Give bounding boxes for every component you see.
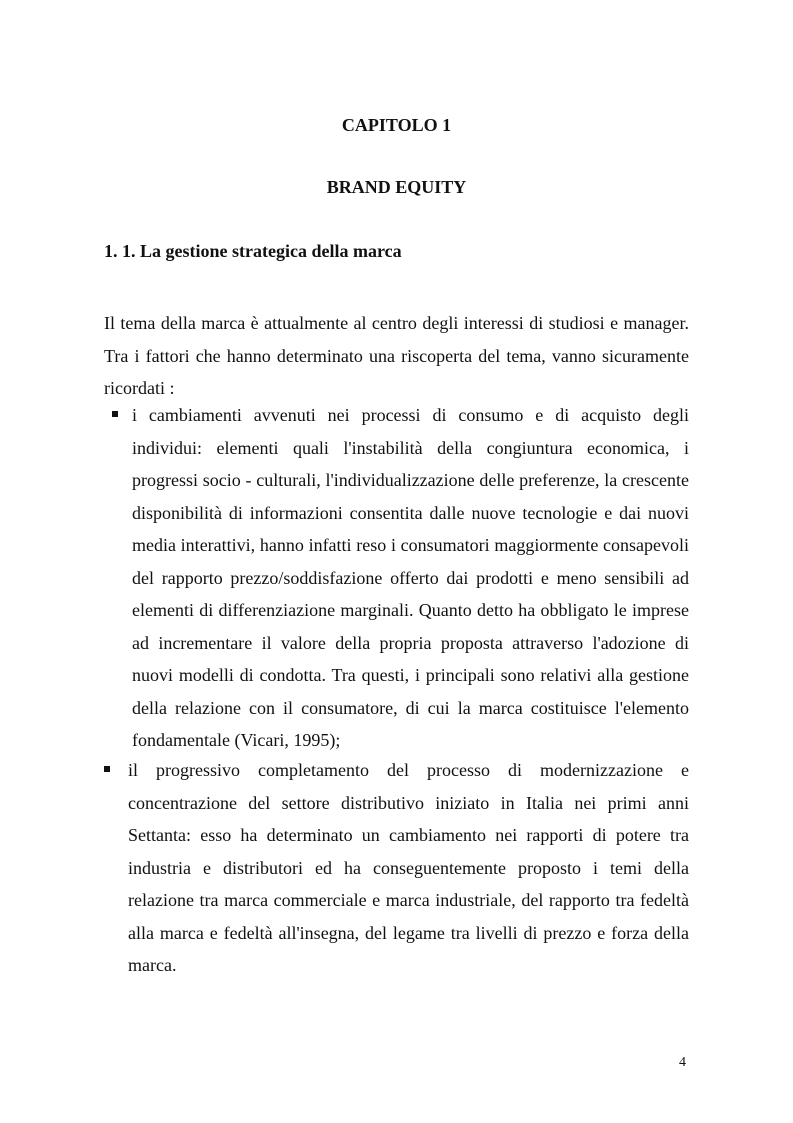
section-heading: 1. 1. La gestione strategica della marca (104, 241, 402, 261)
list-item-text: i cambiamenti avvenuti nei processi di consumo e di acquisto degli individui: elementi quali l'instabilità della congiuntura economica, i progressi socio - culturali, l'individualizzazione delle preferenze, la crescente disponibilità di informazioni consentita dalle nuove tecnologie e dai nuovi media interattivi, hanno infatti reso i consumatori maggiormente consapevoli del rapporto prezzo/soddisfazione offerto dai prodotti e meno sensibili ad elementi di differenziazione marginali. Quanto detto ha obbligato le imprese ad incrementare il valore della propria proposta attraverso l'adozione di nuovi modelli di condotta. Tra questi, i principali sono relativi alla gestione della relazione con il consumatore, di cui la marca costituisce l'elemento fondamentale (Vicari, 1995); (132, 405, 689, 750)
intro-paragraph: Il tema della marca è attualmente al centro degli interessi di studiosi e manager. Tra i fattori che hanno determinato una riscoperta del tema, vanno sicuramente ricordati : (104, 313, 689, 398)
chapter-number: CAPITOLO 1 (341, 115, 452, 135)
chapter-title: BRAND EQUITY (326, 177, 467, 197)
list-item-text: il progressivo completamento del processo di modernizzazione e concentrazione del settore distributivo iniziato in Italia nei primi anni Settanta: esso ha determinato un cambiamento nei rapporti di potere tra industria e distributori ed ha conseguentemente proposto i temi della relazione tra marca commerciale e marca industriale, del rapporto tra fedeltà alla marca e fedeltà all'insegna, del legame tra livelli di prezzo e forza della marca. (128, 760, 689, 975)
page-number: 4 (679, 1055, 686, 1070)
list-item (104, 399, 689, 757)
bullet-list-1 (104, 399, 689, 757)
square-bullet-icon (112, 411, 118, 417)
list-item (104, 754, 689, 982)
bullet-list-2 (104, 754, 689, 982)
square-bullet-icon (104, 766, 110, 772)
